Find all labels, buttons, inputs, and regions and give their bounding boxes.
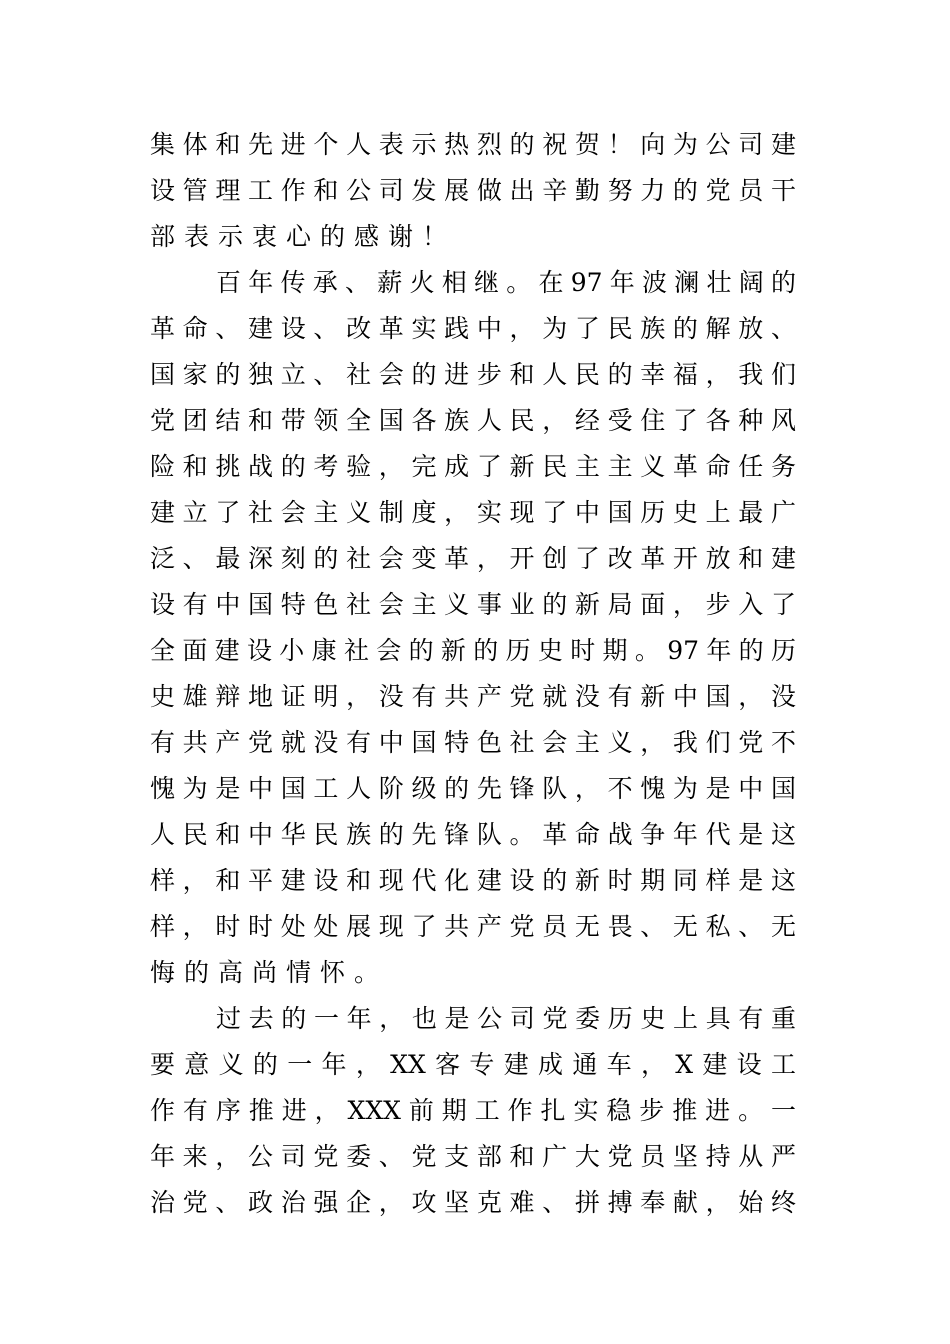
text-line: 作有序推进，XXX前期工作扎实稳步推进。一 <box>150 1096 796 1125</box>
text-line: 有共产党就没有中国特色社会主义，我们党不 <box>150 728 796 757</box>
text-line: 党团结和带领全国各族人民，经受住了各种风 <box>150 406 796 435</box>
text-line: 过去的一年，也是公司党委历史上具有重 <box>216 1004 796 1033</box>
text-line: 部表示衷心的感谢！ <box>150 222 457 251</box>
text-line: 集体和先进个人表示热烈的祝贺！向为公司建 <box>150 130 796 159</box>
text-line: 人民和中华民族的先锋队。革命战争年代是这 <box>150 820 796 849</box>
text-line: 史雄辩地证明，没有共产党就没有新中国，没 <box>150 682 796 711</box>
text-line: 治党、政治强企，攻坚克难、拼搏奉献，始终 <box>150 1188 796 1217</box>
text-line: 样，时时处处展现了共产党员无畏、无私、无 <box>150 912 796 941</box>
text-line: 百年传承、薪火相继。在97年波澜壮阔的 <box>216 268 796 297</box>
text-line: 年来，公司党委、党支部和广大党员坚持从严 <box>150 1142 796 1171</box>
text-line: 要意义的一年，XX客专建成通车，X建设工 <box>150 1050 796 1079</box>
text-line: 险和挑战的考验，完成了新民主主义革命任务 <box>150 452 796 481</box>
text-line: 建立了社会主义制度，实现了中国历史上最广 <box>150 498 796 527</box>
text-line: 悔的高尚情怀。 <box>150 958 389 987</box>
text-line: 国家的独立、社会的进步和人民的幸福，我们 <box>150 360 796 389</box>
text-line: 革命、建设、改革实践中，为了民族的解放、 <box>150 314 796 343</box>
text-line: 泛、最深刻的社会变革，开创了改革开放和建 <box>150 544 796 573</box>
text-line: 全面建设小康社会的新的历史时期。97年的历 <box>150 636 796 665</box>
text-line: 设管理工作和公司发展做出辛勤努力的党员干 <box>150 176 796 205</box>
text-line: 愧为是中国工人阶级的先锋队，不愧为是中国 <box>150 774 796 803</box>
text-line: 设有中国特色社会主义事业的新局面，步入了 <box>150 590 796 619</box>
body-text <box>150 122 796 1226</box>
text-line: 样，和平建设和现代化建设的新时期同样是这 <box>150 866 796 895</box>
